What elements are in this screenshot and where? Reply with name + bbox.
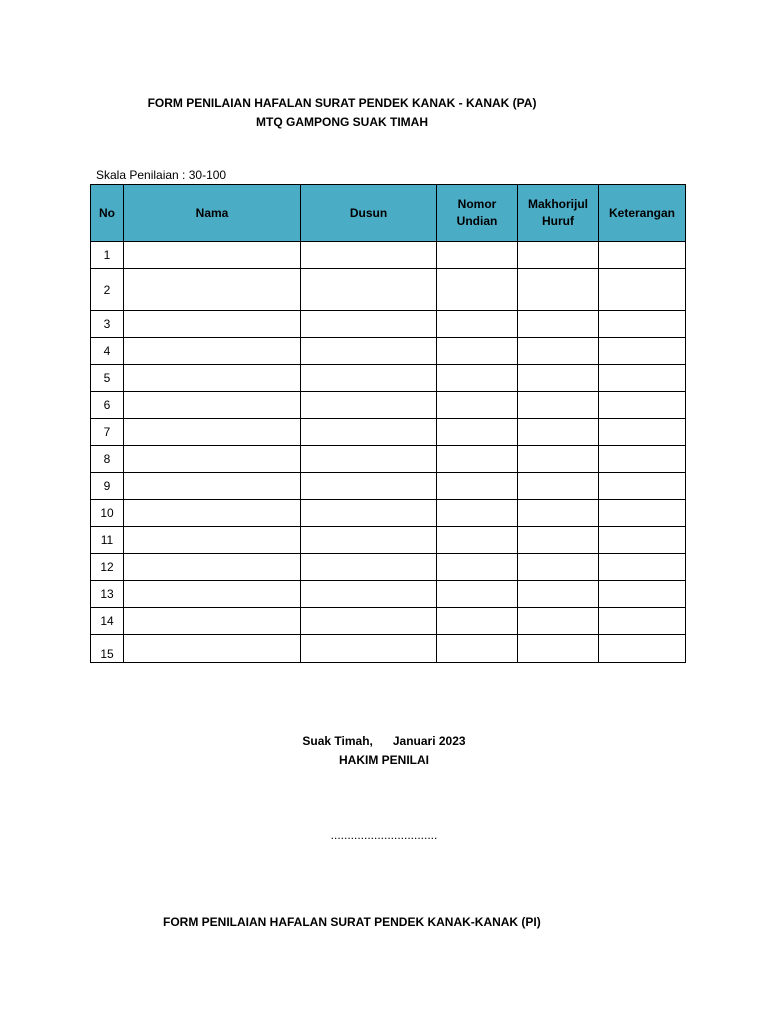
cell-keterangan[interactable] (599, 446, 686, 473)
cell-nama[interactable] (124, 311, 301, 338)
cell-keterangan[interactable] (599, 554, 686, 581)
cell-nama[interactable] (124, 527, 301, 554)
cell-keterangan[interactable] (599, 581, 686, 608)
table-row (91, 419, 686, 446)
cell-makhorijul-huruf[interactable] (518, 608, 599, 635)
cell-keterangan[interactable] (599, 500, 686, 527)
table-row (91, 608, 686, 635)
cell-makhorijul-huruf[interactable] (518, 473, 599, 500)
cell-nomor-undian[interactable] (437, 581, 518, 608)
cell-keterangan[interactable] (599, 311, 686, 338)
cell-dusun[interactable] (301, 608, 437, 635)
table-row (91, 365, 686, 392)
cell-dusun[interactable] (301, 554, 437, 581)
table-row (91, 338, 686, 365)
cell-nomor-undian[interactable] (437, 554, 518, 581)
cell-keterangan[interactable] (599, 365, 686, 392)
row-number: 12 (91, 554, 124, 581)
cell-nomor-undian[interactable] (437, 269, 518, 311)
table-row (91, 581, 686, 608)
header-no: No (91, 185, 124, 242)
table-row (91, 269, 686, 311)
cell-nama[interactable] (124, 446, 301, 473)
header-nomor-undian: Nomor Undian (437, 185, 518, 242)
cell-nomor-undian[interactable] (437, 500, 518, 527)
cell-nama[interactable] (124, 242, 301, 269)
cell-nomor-undian[interactable] (437, 635, 518, 663)
cell-dusun[interactable] (301, 419, 437, 446)
cell-dusun[interactable] (301, 527, 437, 554)
cell-dusun[interactable] (301, 242, 437, 269)
next-form-title: FORM PENILAIAN HAFALAN SURAT PENDEK KANAK-KANAK (PI) (163, 915, 541, 929)
table-row (91, 311, 686, 338)
cell-dusun[interactable] (301, 338, 437, 365)
cell-nomor-undian[interactable] (437, 527, 518, 554)
cell-nama[interactable] (124, 269, 301, 311)
cell-makhorijul-huruf[interactable] (518, 311, 599, 338)
cell-makhorijul-huruf[interactable] (518, 392, 599, 419)
form-title: FORM PENILAIAN HAFALAN SURAT PENDEK KANAK - KANAK (PA) (147, 96, 537, 110)
cell-nama[interactable] (124, 365, 301, 392)
row-number: 11 (91, 527, 124, 554)
cell-keterangan[interactable] (599, 473, 686, 500)
cell-keterangan[interactable] (599, 419, 686, 446)
header-makhorijul-huruf: Makhorijul Huruf (518, 185, 599, 242)
row-number: 8 (91, 446, 124, 473)
cell-nama[interactable] (124, 608, 301, 635)
cell-nomor-undian[interactable] (437, 365, 518, 392)
row-number: 3 (91, 311, 124, 338)
row-number: 6 (91, 392, 124, 419)
table-row (91, 527, 686, 554)
form-subtitle: MTQ GAMPONG SUAK TIMAH (256, 115, 428, 129)
cell-makhorijul-huruf[interactable] (518, 500, 599, 527)
cell-makhorijul-huruf[interactable] (518, 446, 599, 473)
cell-nomor-undian[interactable] (437, 242, 518, 269)
cell-keterangan[interactable] (599, 635, 686, 663)
cell-nomor-undian[interactable] (437, 608, 518, 635)
cell-dusun[interactable] (301, 392, 437, 419)
header-keterangan: Keterangan (599, 185, 686, 242)
cell-nomor-undian[interactable] (437, 392, 518, 419)
cell-nama[interactable] (124, 392, 301, 419)
cell-nama[interactable] (124, 473, 301, 500)
cell-dusun[interactable] (301, 581, 437, 608)
cell-nomor-undian[interactable] (437, 446, 518, 473)
cell-nomor-undian[interactable] (437, 473, 518, 500)
row-number: 7 (91, 419, 124, 446)
cell-makhorijul-huruf[interactable] (518, 527, 599, 554)
cell-makhorijul-huruf[interactable] (518, 581, 599, 608)
row-number: 15 (91, 635, 124, 663)
cell-keterangan[interactable] (599, 527, 686, 554)
cell-nama[interactable] (124, 419, 301, 446)
cell-dusun[interactable] (301, 269, 437, 311)
table-row (91, 473, 686, 500)
cell-keterangan[interactable] (599, 269, 686, 311)
cell-dusun[interactable] (301, 446, 437, 473)
cell-nama[interactable] (124, 338, 301, 365)
cell-makhorijul-huruf[interactable] (518, 554, 599, 581)
cell-makhorijul-huruf[interactable] (518, 365, 599, 392)
table-row (91, 392, 686, 419)
cell-makhorijul-huruf[interactable] (518, 242, 599, 269)
table-row (91, 635, 686, 663)
cell-keterangan[interactable] (599, 242, 686, 269)
row-number: 9 (91, 473, 124, 500)
row-number: 14 (91, 608, 124, 635)
signature-place-date: Suak Timah, Januari 2023 (302, 734, 466, 748)
cell-nomor-undian[interactable] (437, 419, 518, 446)
cell-dusun[interactable] (301, 635, 437, 663)
cell-keterangan[interactable] (599, 392, 686, 419)
table-body (91, 242, 686, 663)
row-number: 1 (91, 242, 124, 269)
cell-dusun[interactable] (301, 500, 437, 527)
assessment-table (90, 184, 686, 663)
cell-nama[interactable] (124, 635, 301, 663)
table-row (91, 500, 686, 527)
cell-dusun[interactable] (301, 311, 437, 338)
table-row (91, 554, 686, 581)
scale-label: Skala Penilaian : 30-100 (96, 168, 227, 182)
cell-nama[interactable] (124, 500, 301, 527)
table-row (91, 446, 686, 473)
cell-makhorijul-huruf[interactable] (518, 635, 599, 663)
cell-makhorijul-huruf[interactable] (518, 269, 599, 311)
table-header-row (91, 185, 686, 242)
cell-keterangan[interactable] (599, 338, 686, 365)
cell-makhorijul-huruf[interactable] (518, 419, 599, 446)
row-number: 5 (91, 365, 124, 392)
header-dusun: Dusun (301, 185, 437, 242)
cell-nomor-undian[interactable] (437, 311, 518, 338)
row-number: 10 (91, 500, 124, 527)
row-number: 2 (91, 269, 124, 311)
cell-dusun[interactable] (301, 365, 437, 392)
signature-role: HAKIM PENILAI (339, 753, 429, 767)
cell-nama[interactable] (124, 581, 301, 608)
cell-makhorijul-huruf[interactable] (518, 338, 599, 365)
row-number: 13 (91, 581, 124, 608)
cell-dusun[interactable] (301, 473, 437, 500)
cell-nama[interactable] (124, 554, 301, 581)
header-nama: Nama (124, 185, 301, 242)
cell-nomor-undian[interactable] (437, 338, 518, 365)
table-row (91, 242, 686, 269)
cell-keterangan[interactable] (599, 608, 686, 635)
signature-line: ................................ (330, 828, 438, 842)
row-number: 4 (91, 338, 124, 365)
